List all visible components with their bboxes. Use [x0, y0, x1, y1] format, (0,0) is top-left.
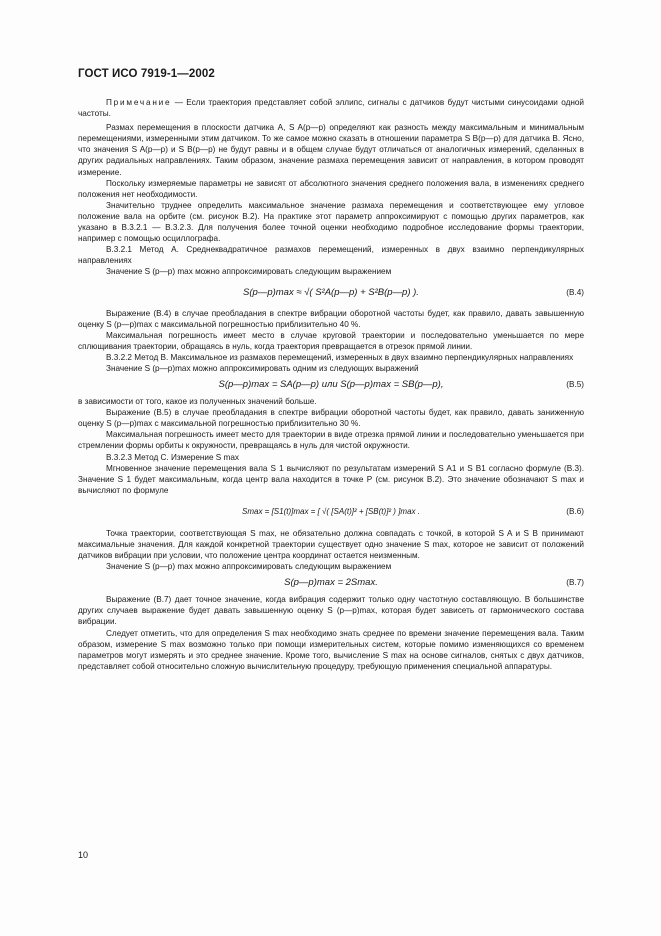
paragraph-3: Значительно труднее определить максимальное значение размаха перемещения и соответствующее ему угловое положение вала на орбите (см. рисунок B.2). На практике этот параметр аппроксимируют с помощью других параметров, как указано в B.3.2.1 — B.3.2.3. Для получения более точной оценки необходимо подробное исследование формы траектории, например с помощью осциллографа.: [78, 200, 584, 244]
paragraph-9: Значение S (p—p)max можно аппроксимировать одним из следующих выражений: [106, 363, 419, 373]
paragraph-14: Мгновенное значение перемещения вала S 1 вычисляют по результатам измерений S A1 и S B1 согласно формуле (B.3). Значение S 1 будет максимальным, когда центр вала находится в точке P (см. рисунок B.2). Это значение обозначают S max и вычисляют по формуле: [78, 463, 584, 495]
paragraph-12: Максимальная погрешность имеет место для траектории в виде отрезка прямой линии и последовательно уменьшается при стремлении формы орбиты к окружности, превращаясь в нуль для чистой окружности.: [78, 430, 584, 451]
formula-b7: [78, 575, 584, 591]
paragraph-7: Максимальная погрешность имеет место в случае круговой траектории и последовательно уменьшается по мере сплющивания траектории, обращаясь в нуль, когда траектория превращается в отрезок прямой линии.: [78, 330, 584, 351]
formula-b5: [78, 377, 584, 393]
paragraph-2: Поскольку измеряемые параметры не зависят от абсолютного значения среднего положения вала, в изменениях среднего положения нет необходимости.: [78, 178, 584, 199]
note-text: — Если траектория представляет собой эллипс, сигналы с датчиков будут чистыми синусоидами одной частоты.: [78, 98, 584, 119]
paragraph-10: в зависимости от того, какое из полученных значений больше.: [78, 397, 317, 407]
formula-b5-number: (B.5): [566, 380, 584, 390]
document-header: ГОСТ ИСО 7919-1—2002: [78, 68, 215, 80]
paragraph-16: Значение S (p—p) max можно аппроксимировать следующим выражением: [106, 562, 392, 572]
note-paragraph: [78, 97, 584, 119]
formula-b5-expr: S(p—p)max = SA(p—p) или S(p—p)max = SB(p—p),: [218, 379, 444, 391]
paragraph-18: Следует отметить, что для определения S max необходимо знать среднее по времени значение перемещения вала. Таким образом, измерение S max возможно только при помощи измерительных систем, которые помимо изменяющихся со временем параметров могут измерять и это среднее значение. Кроме того, вычисление S max на основе сигналов, снятых с двух датчиков, представляет собой относительно сложную вычислительную процедуру, требующую применения специальной аппаратуры.: [78, 628, 584, 671]
formula-b7-number: (B.7): [566, 578, 584, 588]
paragraph-5: Значение S (p—p) max можно аппроксимировать следующим выражением: [106, 267, 392, 277]
paragraph-1: Размах перемещения в плоскости датчика A, S A(p—p) определяют как разность между максимальным и минимальным перемещениями, измеренными этим датчиком. То же самое можно сказать в отношении параметра S B(p—p) для датчика B. Ясно, что значения S A(p—p) и S B(p—p) не будут равны и в общем случае будут отличаться от аналогичных измерений, сделанных в других радиальных направлениях. Таким образом, значение размаха перемещения зависит от направления, в котором проводят измерение.: [78, 123, 584, 177]
formula-b6-number: (B.6): [566, 506, 584, 516]
formula-b6: [78, 499, 584, 525]
formula-b4: [78, 281, 584, 305]
section-b323: B.3.2.3 Метод C. Измерение S max: [106, 452, 240, 462]
section-b322: B.3.2.2 Метод B. Максимальное из размахов перемещений, измеренных в двух взаимно перпендикулярных направлениях: [106, 352, 574, 362]
formula-b4-number: (B.4): [566, 287, 584, 297]
document-body: [78, 97, 584, 672]
formula-b6-expr: Smax = [S1(t)]max = [ √( [SA(t)]² + [SB(t)]² ) ]max .: [242, 506, 420, 516]
paragraph-15: Точка траектории, соответствующая S max, не обязательно должна совпадать с точкой, в которой S A и S B принимают максимальные значения. Для каждой конкретной траектории существует одно значение S max, которое не зависит от положений датчиков вибрации при условии, что положение центра координат остается неизменным.: [78, 528, 584, 561]
paragraph-11: Выражение (B.5) в случае преобладания в спектре вибрации оборотной частоты будет, как правило, давать заниженную оценку S (p—p)max с максимальной погрешностью приблизительно 30 %.: [78, 408, 584, 429]
section-b321: B.3.2.1 Метод A. Среднеквадратичное размахов перемещений, измеренных в двух взаимно перпендикулярных направлениях: [78, 245, 584, 266]
formula-b4-expr: S(p—p)max ≈ √( S²A(p—p) + S²B(p—p) ).: [243, 286, 419, 298]
page-number: 10: [78, 850, 89, 860]
paragraph-17: Выражение (B.7) дает точное значение, когда вибрация содержит только одну частотную составляющую. В большинстве других случаев выражение будет давать завышенную оценку S (p—p)max, которая будет зависеть от гармонического состава вибрации.: [78, 595, 584, 627]
paragraph-6: Выражение (B.4) в случае преобладания в спектре вибрации оборотной частоты будет, как правило, давать завышенную оценку S (p—p)max с максимальной погрешностью приблизительно 40 %.: [78, 308, 584, 329]
formula-b7-expr: S(p—p)max = 2Smax.: [284, 577, 378, 589]
note-label: Примечание: [106, 98, 172, 107]
